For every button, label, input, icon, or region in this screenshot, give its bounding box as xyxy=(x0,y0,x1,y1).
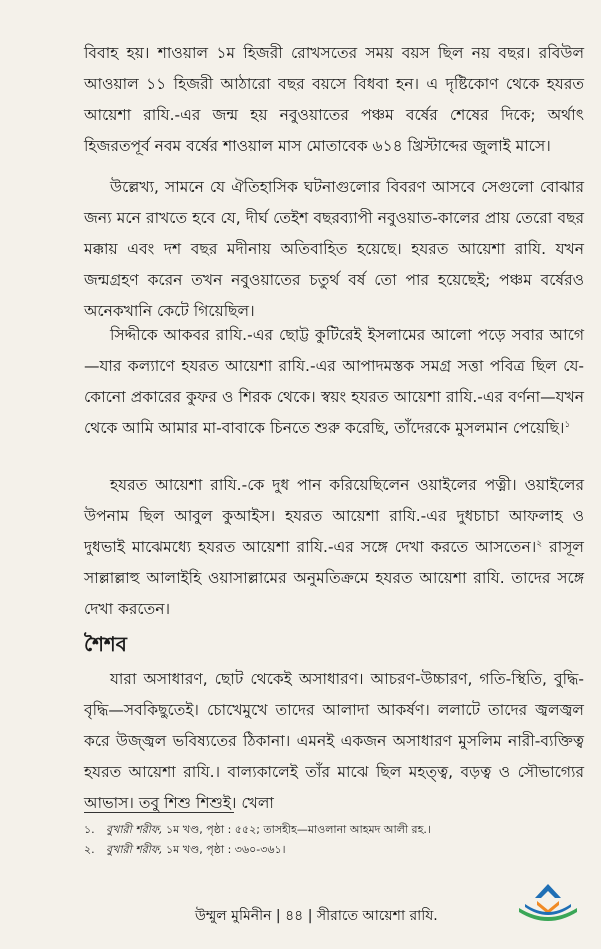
publisher-logo-icon xyxy=(515,882,581,924)
page-footer xyxy=(195,904,438,928)
footnote-book: বুখারী শরীফ, xyxy=(106,843,163,856)
footnote-2 xyxy=(84,840,584,860)
footer-separator: | xyxy=(275,908,281,924)
paragraph-4-text-b: রাসূল সাল্লাল্লাহু আলাইহি ওয়াসাল্লামের অনুমতিক্রমে হযরত আয়েশা রাযি. তাদের সঙ্গে দেখা করতেন। xyxy=(84,538,584,618)
paragraph-3 xyxy=(84,320,584,444)
paragraph-2: উল্লেখ্য, সামনে যে ঐতিহাসিক ঘটনাগুলোর বিবরণ আসবে সেগুলো বোঝার জন্য মনে রাখতে হবে যে, দীর্ঘ তেইশ বছরব্যাপী নবুওয়াত-কালের প্রায় তেরো বছর মক্কায় এবং দশ বছর মদীনায় অতিবাহিত হয়েছে। হযরত আয়েশা রাযি. যখন জন্মগ্রহণ করেন তখন নবুওয়াতের চতুর্থ বর্ষ তো পার হয়েছেই; পঞ্চম বর্ষেরও অনেকখানি কেটে গিয়েছিল। xyxy=(84,178,584,320)
footnote-number: ২. xyxy=(84,843,95,856)
footer-book-title: উম্মুল মুমিনীন xyxy=(195,908,272,924)
paragraph-4-text-a: হযরত আয়েশা রাযি.-কে দুধ পান করিয়েছিলেন ওয়াইলের পত্নী। ওয়াইলের উপনাম ছিল আবুল কুআইস। হযরত আয়েশা রাযি.-এর দুধচাচা আফলাহ ও দুধভাই মাঝেমধ্যে হযরত আয়েশা রাযি.-এর সঙ্গে দেখা করতে আসতেন। xyxy=(84,476,584,556)
footer-separator: | xyxy=(307,908,313,924)
footnote-divider xyxy=(84,812,234,813)
footnote-text: ১ম খণ্ড, পৃষ্ঠা : ৫৫২; তাসহীহ—মাওলানা আহমদ আলী রহ.। xyxy=(162,823,431,836)
footnote-text: ১ম খণ্ড, পৃষ্ঠা : ৩৬০-৩৬১। xyxy=(162,843,286,856)
page-number: ৪৪ xyxy=(285,908,304,924)
paragraph-4 xyxy=(84,470,584,625)
footnote-number: ১. xyxy=(84,823,95,836)
footnote-1 xyxy=(84,820,584,840)
section-heading: শৈশব xyxy=(84,632,127,656)
paragraph-3-text: সিদ্দীকে আকবর রাযি.-এর ছোট্ট কুটিরেই ইসলামের আলো পড়ে সবার আগে—যার কল্যাণে হযরত আয়েশা রাযি.-এর আপাদমস্তক সমগ্র সত্তা পবিত্র ছিল যে-কোনো প্রকারের কুফর ও শিরক থেকে। স্বয়ং হযরত আয়েশা রাযি.-এর বর্ণনা—যখন থেকে আমি আমার মা-বাবাকে চিনতে শুরু করেছি, তাঁদেরকে মুসলমান পেয়েছি। xyxy=(84,326,584,437)
footer-chapter-title: সীরাতে আয়েশা রাযি. xyxy=(316,908,438,924)
footnote-ref-2: ২ xyxy=(536,538,543,549)
paragraph-5: যারা অসাধারণ, ছোট থেকেই অসাধারণ। আচরণ-উচ্চারণ, গতি-স্থিতি, বুদ্ধি-বৃদ্ধি—সবকিছুতেই। চোখেমুখে তাদের আলাদা আকর্ষণ। ললাটে তাদের জ্বলজ্বল করে উজ্জ্বল ভবিষ্যতের ঠিকানা। এমনই একজন অসাধারণ মুসলিম নারী-ব্যক্তিত্ব হযরত আয়েশা রাযি.। বাল্যকালেই তাঁর মাঝে ছিল মহত্ত্ব, বড়ত্ব ও সৌভাগ্যের আভাস। তবু শিশু শিশুই। খেলা xyxy=(84,670,584,812)
footnote-book: বুখারী শরীফ, xyxy=(106,823,163,836)
paragraph-1: বিবাহ হয়। শাওয়াল ১ম হিজরী রোখসতের সময় বয়স ছিল নয় বছর। রবিউল আওয়াল ১১ হিজরী আঠারো বছর বয়সে বিধবা হন। এ দৃষ্টিকোণ থেকে হযরত আয়েশা রাযি.-এর জন্ম হয় নবুওয়াতের পঞ্চম বর্ষের শেষের দিকে; অর্থাৎ হিজরতপূর্ব নবম বর্ষের শাওয়াল মাস মোতাবেক ৬১৪ খ্রিস্টাব্দের জুলাই মাসে। xyxy=(84,44,584,155)
footnote-ref-1: ১ xyxy=(564,419,571,430)
